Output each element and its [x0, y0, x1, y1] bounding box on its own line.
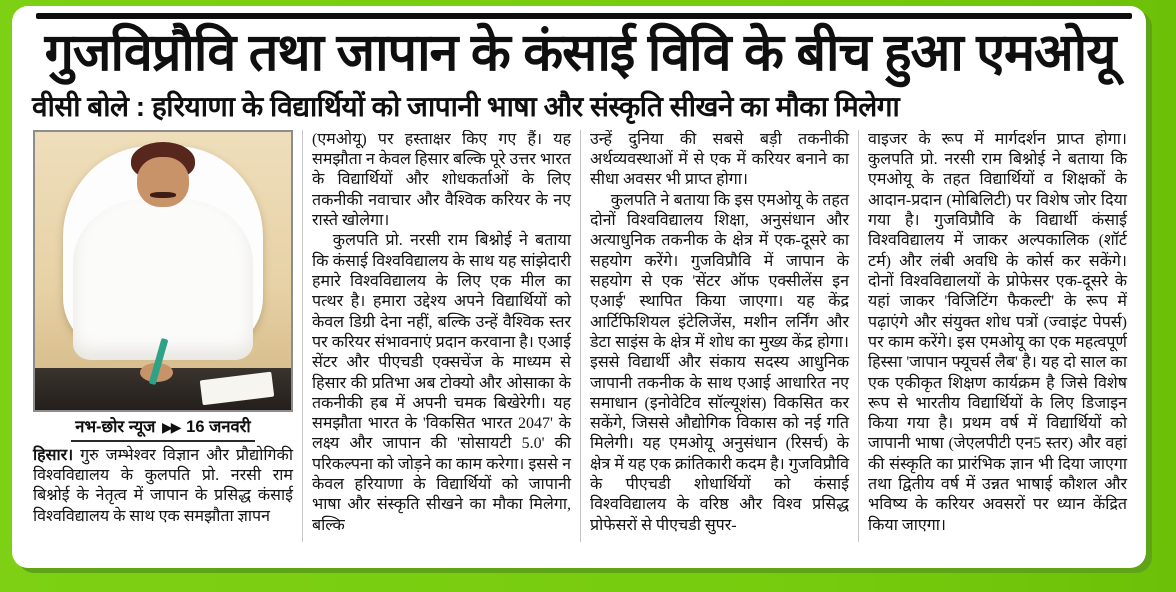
paragraph-col2-1: (एमओयू) पर हस्ताक्षर किए गए हैं। यह समझौता न केवल हिसार बल्कि पूरे उत्तर भारत के विद्यार्थियों और शोधकर्ताओं के लिए तकनीकी नवाचार और वैश्विक करियर के नए रास्ते खोलेगा।	[312, 130, 571, 230]
headline: गुजविप्रौवि तथा जापान के कंसाई विवि के बीच हुआ एमओयू	[44, 24, 1116, 82]
person-torso	[73, 199, 252, 360]
column-1	[24, 130, 302, 542]
paragraph-col2-2: कुलपति प्रो. नरसी राम बिश्नोई ने बताया कि कंसाई विश्वविद्यालय के साथ यह सांझेदारी हमारे विश्वविद्यालय के लिए एक मील का पत्थर है। हमारा उद्देश्य अपने विद्यार्थियों को केवल डिग्री देना नहीं, बल्कि उन्हें वैश्विक स्तर पर करियर संभावनाएं प्रदान करवाना है। एआई सेंटर और पीएचडी एक्सचेंज के माध्यम से हिसार की प्रतिभा अब टोक्यो और ओसाका के तकनीकी हब में अपनी चमक बिखेरेगी। यह समझौता भारत के 'विकसित भारत 2047' के लक्ष्य और जापान की 'सोसायटी 5.0' की परिकल्पना को जोड़ने का काम करेगा। इससे न केवल हरियाणा के विद्यार्थियों को जापानी भाषा और संस्कृति सीखने का मौका मिलेगा, बल्कि	[312, 232, 571, 534]
dateline: हिसार।	[33, 446, 74, 464]
subheadline: वीसी बोले : हरियाणा के विद्यार्थियों को जापानी भाषा और संस्कृति सीखने का मौका मिलेगा	[32, 90, 900, 122]
photo-caption	[71, 417, 254, 442]
article-columns	[24, 130, 1136, 542]
paragraph-col4-1: वाइजर के रूप में मार्गदर्शन प्राप्त होगा। कुलपति प्रो. नरसी राम बिश्नोई ने बताया कि एमओयू के तहत विद्यार्थियों व शिक्षकों के आदान-प्रदान (मोबिलिटी) पर विशेष जोर दिया गया है। गुजविप्रौवि के विद्यार्थी कंसाई विश्वविद्यालय में जाकर अल्पकालिक (शॉर्ट टर्म) और लंबी अवधि के कोर्स कर सकेंगे। दोनों विश्वविद्यालयों के प्रोफेसर एक-दूसरे के यहां जाकर 'विजिटिंग फैकल्टी' के रूप में पढ़ाएंगे और संयुक्त शोध पत्रों (ज्वाइंट पेपर्स) पर काम करेंगे। इस एमओयू का एक महत्वपूर्ण हिस्सा 'जापान फ्यूचर्स लैब' है। यह दो साल का एक एकीकृत शिक्षण कार्यक्रम है जिसे विशेष रूप से भारतीय विद्यार्थियों के लिए डिजाइन किया गया है। प्रथम वर्ष में विद्यार्थियों को जापानी भाषा (जेएलपीटी एन5 स्तर) और वहां की संस्कृति का प्रारंभिक ज्ञान भी दिया जाएगा तथा द्वितीय वर्ष में उन्नत भाषाई कौशल और भविष्य के करियर अवसरों पर ध्यान केंद्रित किया जाएगा।	[868, 130, 1127, 534]
paragraph-col1	[33, 446, 293, 527]
column-3	[580, 130, 858, 542]
top-rule	[36, 13, 1132, 19]
paragraph-col3-1: उन्हें दुनिया की सबसे बड़ी तकनीकी अर्थव्यवस्थाओं में से एक में करियर बनाने का सीधा अवसर भी प्राप्त होगा।	[590, 130, 849, 189]
person-mustache	[150, 192, 176, 198]
newspaper-card	[12, 6, 1146, 568]
fast-forward-icon: ▶▶	[162, 418, 180, 435]
paragraph-col1-text: गुरु जम्भेश्वर विज्ञान और प्रौद्योगिकी विश्वविद्यालय के कुलपति प्रो. नरसी राम बिश्नोई के नेतृत्व में जापान के प्रसिद्ध कंसाई विश्वविद्यालय के साथ एक समझौता ज्ञापन	[33, 446, 293, 525]
column-4	[858, 130, 1136, 542]
photo-caption-source: नभ-छोर न्यूज	[75, 417, 156, 436]
photo-caption-wrap	[33, 417, 293, 442]
photo-caption-date: 16 जनवरी	[186, 417, 251, 436]
paragraph-col3-2: कुलपति ने बताया कि इस एमओयू के तहत दोनों विश्वविद्यालय शिक्षा, अनुसंधान और अत्याधुनिक तकनीक के क्षेत्र में एक-दूसरे का सहयोग करेंगे। गुजविप्रौवि में जापान के सहयोग से एक 'सेंटर ऑफ एक्सीलेंस इन एआई' स्थापित किया जाएगा। यह केंद्र आर्टिफिशियल इंटेलिजेंस, मशीन लर्निंग और डेटा साइंस के क्षेत्र में शोध का मुख्य केंद्र होगा। इससे विद्यार्थी और संकाय सदस्य आधुनिक जापानी तकनीक के साथ एआई आधारित नए समाधान (इनोवेटिव सॉल्यूशंस) विकसित कर सकेंगे, जिससे औद्योगिक विकास को नई गति मिलेगी। यह एमओयू अनुसंधान (रिसर्च) के क्षेत्र में यह एक क्रांतिकारी कदम है। गुजविप्रौवि के पीएचडी शोधार्थियों को कंसाई विश्वविद्यालय के वरिष्ठ और विश्व प्रसिद्ध प्रोफेसरों से पीएचडी सुपर-	[590, 191, 849, 534]
person-face	[137, 157, 188, 207]
column-2	[302, 130, 580, 542]
vc-photo	[33, 130, 293, 412]
